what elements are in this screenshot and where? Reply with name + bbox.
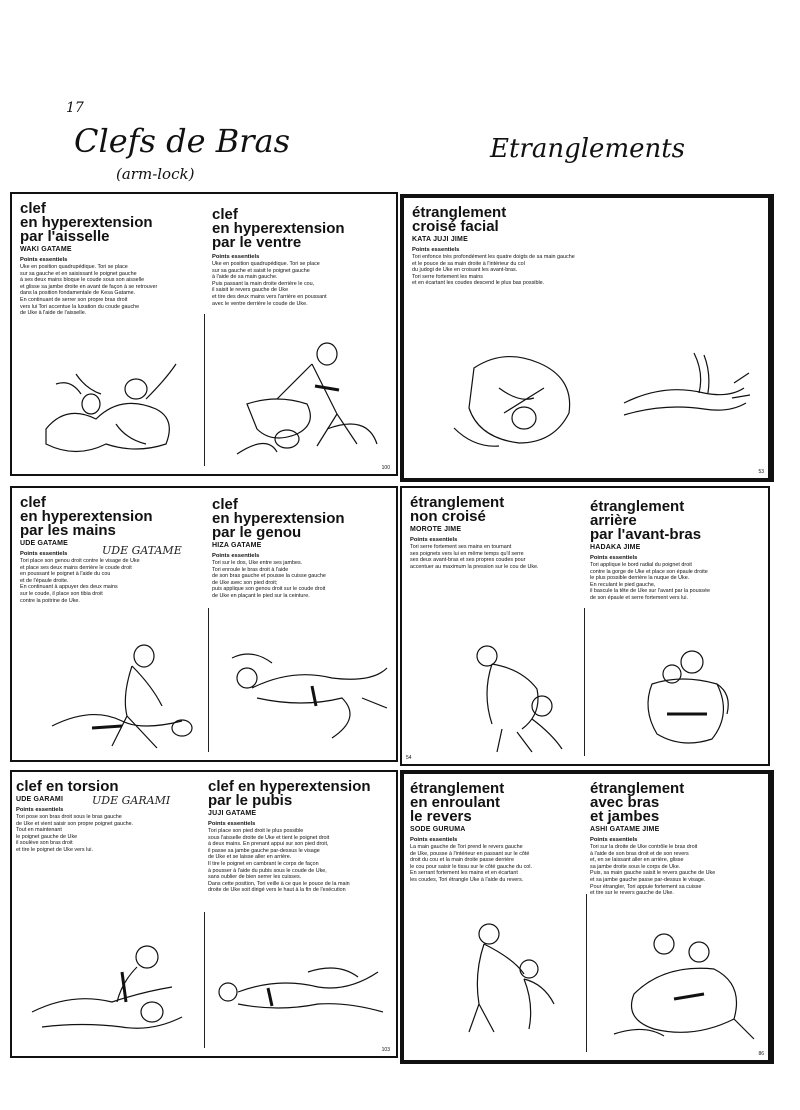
judo-illustration <box>442 634 592 754</box>
points-heading: Points essentiels <box>16 807 64 813</box>
judo-illustration <box>212 638 392 748</box>
technique-title: clef en hyperextension par le ventre <box>212 206 345 251</box>
technique-title: clef en hyperextension par le genou <box>212 496 345 541</box>
technique-title: clef en hyperextension par l'aisselle <box>20 200 153 245</box>
technique-title: clef en hyperextension par le pubis <box>208 778 371 809</box>
panel-strangle-top <box>400 194 774 482</box>
handwritten-annotation: UDE GATAME <box>102 544 182 557</box>
technique-romaji: SODE GURUMA <box>410 826 466 833</box>
technique-romaji: JUJI GATAME <box>208 810 257 817</box>
technique-title: étranglement arrière par l'avant-bras <box>590 498 702 543</box>
left-page-subheading: (arm-lock) <box>116 165 195 183</box>
page-number-label: 86 <box>758 1051 764 1057</box>
points-heading: Points essentiels <box>412 247 460 253</box>
page-number: 17 <box>66 100 84 116</box>
judo-illustration <box>32 636 202 756</box>
panel-arm-lock-middle <box>10 486 398 762</box>
technique-description: Uke en position quadrupédique. Tori se place sur sa gauche et en saisissant le poignet gauche à ses deux mains bloque le coude sous son aisselle et glisse sa jambe droite en avant de façon à se retrouver dans la position fondamentale de Kesa Gatame. En continuant de serrer son propre bras droit vers lui Tori accentue la luxation du coude gauche de Uke à l'aide de l'aisselle. <box>20 264 158 317</box>
points-heading: Points essentiels <box>20 551 68 557</box>
technique-description: La main gauche de Tori prend le revers gauche de Uke, pousse à l'intérieur en passant sur le côté droit du cou et la main droite passe derrière le cou pour saisir le tissu sur le côté gauche du col. En serrant fortement les mains et en écartant les coudes, Tori étrangle Uke à l'aide du revers. <box>410 844 532 883</box>
technique-title: clef en hyperextension par les mains <box>20 494 153 539</box>
judo-illustration <box>208 932 388 1042</box>
technique-romaji: KATA JUJI JIME <box>412 236 468 243</box>
judo-illustration <box>622 634 770 754</box>
points-heading: Points essentiels <box>212 254 260 260</box>
technique-title: clef en torsion <box>16 778 119 795</box>
points-heading: Points essentiels <box>410 837 458 843</box>
column-divider <box>204 912 205 1048</box>
judo-illustration <box>22 932 192 1042</box>
technique-description: Tori serre fortement ses mains en tournant ses poignets vers lui en même temps qu'il serre ses deux avant-bras et ses propres coudes pour accentuer au maximum la pression sur le cou de Uke. <box>410 544 539 570</box>
points-heading: Points essentiels <box>590 555 638 561</box>
panel-strangle-middle <box>400 486 770 766</box>
technique-romaji: HIZA GATAME <box>212 542 262 549</box>
technique-romaji: HADAKA JIME <box>590 544 641 551</box>
technique-title: étranglement avec bras et jambes <box>590 780 685 825</box>
technique-romaji: MOROTE JIME <box>410 526 462 533</box>
points-heading: Points essentiels <box>208 821 256 827</box>
technique-description: Tori place son pied droit le plus possible sous l'aisselle droite de Uke et tient le poignet droit à deux mains. En prenant appui sur son pied droit, il passe sa jambe gauche par-dessus le visage de Uke et se laisse aller en arrière. Il tire le poignet en cambrant le corps de façon à pousser à l'aide du pubis sous le coude de Uke, sans oublier de bien serrer les cuisses. Dans cette position, Tori veille à ce que le pouce de la main droite de Uke soit dirigé vers le haut à la fin de l'exécution <box>208 828 350 894</box>
page-number-label: 53 <box>758 469 764 475</box>
page-number-label: 54 <box>406 755 412 761</box>
technique-description: Uke en position quadrupédique. Tori se place sur sa gauche et saisit le poignet gauche à l'aide de sa main gauche. Puis passant la main droite derrière le cou, il saisit le revers gauche de Uke et tire des deux mains vers l'arrière en poussant avec le ventre derrière le coude de Uke. <box>212 261 327 307</box>
judo-illustration <box>604 924 764 1044</box>
page-number-label: 100 <box>381 465 390 471</box>
technique-description: Tori sur le dos, Uke entre ses jambes. Tori enroule le bras droit à l'aide de son bras gauche et pousse la cuisse gauche de Uke avec son pied droit; puis applique son genou droit sur le coude droit de Uke en plaçant le pied sur la ceinture. <box>212 560 326 599</box>
scan-edge <box>768 194 772 479</box>
column-divider <box>586 894 587 1052</box>
judo-illustration <box>26 344 206 464</box>
judo-illustration <box>217 334 387 464</box>
panel-strangle-bottom <box>400 770 774 1064</box>
column-divider <box>208 608 209 752</box>
technique-description: Tori place son genou droit contre le visage de Uke et place ses deux mains derrière le coude droit en poussant le poignet à l'aide du cou et de l'épaule droite. En continuant à appuyer des deux mains sur le coude, il place son tibia droit contre la poitrine de Uke. <box>20 558 140 604</box>
judo-illustration <box>614 343 754 443</box>
technique-description: Tori enfonce très profondément les quatre doigts de sa main gauche et le pouce de sa main droite à l'intérieur du col du judogi de Uke en croisant les avant-bras. Tori serre fortement les mains et en écartant les coudes descend le plus bas possible. <box>412 254 575 287</box>
judo-illustration <box>444 328 604 458</box>
points-heading: Points essentiels <box>212 553 260 559</box>
technique-description: Tori sur la droite de Uke contrôle le bras droit à l'aide de son bras droit et de son revers et, en se laissant aller en arrière, glisse sa jambe droite sous le corps de Uke. Puis, sa main gauche saisit le revers gauche de Uke et sa jambe gauche passe par-dessus le visage. Pour étrangler, Tori appuie fortement sa cuisse et tire sur le revers gauche de Uke. <box>590 844 716 897</box>
technique-romaji: UDE GARAMI <box>16 796 64 803</box>
technique-description: Tori pose son bras droit sous le bras gauche de Uke et vient saisir son propre poignet gauche. Tout en maintenant le poignet gauche de Uke il soulève son bras droit et tire le poignet de Uke vers lui. <box>16 814 134 853</box>
panel-arm-lock-bottom <box>10 770 398 1058</box>
points-heading: Points essentiels <box>590 837 638 843</box>
right-page-heading: Etranglements <box>490 134 686 164</box>
panel-arm-lock-top <box>10 192 398 476</box>
judo-illustration <box>434 914 584 1034</box>
technique-title: étranglement non croisé <box>410 494 505 525</box>
left-page-heading: Clefs de Bras <box>74 122 290 160</box>
handwritten-annotation: UDE GARAMI <box>92 794 171 807</box>
technique-romaji: UDE GATAME <box>20 540 69 547</box>
points-heading: Points essentiels <box>410 537 458 543</box>
technique-romaji: ASHI GATAME JIME <box>590 826 660 833</box>
scan-edge <box>768 770 772 1062</box>
technique-romaji: WAKI GATAME <box>20 246 72 253</box>
technique-title: étranglement en enroulant le revers <box>410 780 505 825</box>
points-heading: Points essentiels <box>20 257 68 263</box>
technique-description: Tori applique le bord radial du poignet droit contre la gorge de Uke et place son épaule droite le plus possible derrière la nuque de Uke. En reculant le pied gauche, il bascule la tête de Uke sur l'avant par la poussée de son épaule et serre fortement vers lui. <box>590 562 710 601</box>
technique-title: étranglement croisé facial <box>412 204 507 235</box>
page-number-label: 103 <box>381 1047 390 1053</box>
